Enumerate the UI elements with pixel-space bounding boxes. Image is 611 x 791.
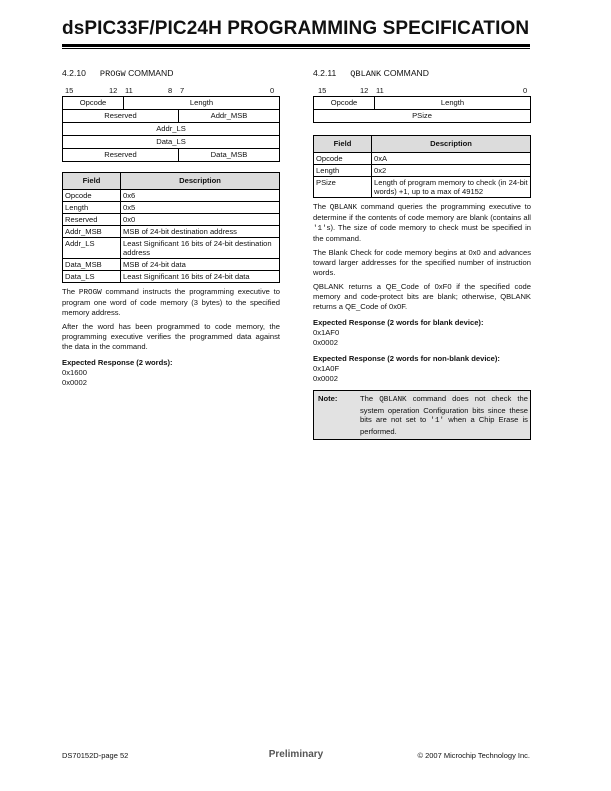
section-heading-qblank	[313, 68, 531, 79]
command-format-table	[62, 96, 280, 162]
field-description-table	[62, 172, 280, 283]
left-column	[62, 68, 280, 388]
copyright: © 2007 Microchip Technology Inc.	[417, 751, 530, 760]
bit-positions	[313, 86, 531, 96]
text: command instructs the programming executive to program one word of code memory (3 bytes) to the specified memory address.	[62, 287, 280, 317]
table-row	[314, 153, 531, 165]
description-cell: 0xA	[372, 153, 531, 165]
preliminary-label: Preliminary	[268, 749, 324, 760]
text: command does not check the system operation Configuration bits since these bits are not set to	[360, 394, 528, 425]
expected-response-nonblank-heading: Expected Response (2 words for non-blank device):	[313, 354, 500, 363]
header-rule	[62, 44, 530, 47]
bit-8: 8	[168, 86, 173, 95]
text: s). The size of code memory to check must be specified in the command.	[313, 223, 531, 243]
table-row	[314, 177, 531, 198]
field-cell: Addr_LS	[63, 238, 121, 259]
inline-command: QBLANK	[379, 396, 407, 404]
description-cell: 0x5	[121, 202, 280, 214]
field-cell: Length	[63, 202, 121, 214]
field-cell: Reserved	[63, 214, 121, 226]
format-reserved: Reserved	[63, 149, 179, 162]
field-header: Field	[63, 173, 121, 190]
description-cell: Least Significant 16 bits of 24-bit destination address	[121, 238, 280, 259]
section-command: QBLANK	[350, 69, 382, 79]
note-label: Note:	[318, 394, 338, 403]
format-opcode: Opcode	[314, 97, 375, 110]
inline-command: QBLANK	[329, 204, 358, 212]
expected-response-blank-heading: Expected Response (2 words for blank device):	[313, 318, 484, 327]
paragraph-blank-check: The Blank Check for code memory begins at 0x0 and advances toward larger addresses for the specified number of instruction words.	[313, 248, 531, 277]
field-cell: Length	[314, 165, 372, 177]
text: The	[62, 287, 79, 296]
field-cell: Data_MSB	[63, 259, 121, 271]
page-title: dsPIC33F/PIC24H PROGRAMMING SPECIFICATION	[62, 18, 530, 39]
bit-12: 12	[109, 86, 118, 95]
inline-value: '1'	[430, 417, 445, 426]
field-cell: Addr_MSB	[63, 226, 121, 238]
bit-0: 0	[270, 86, 275, 95]
bit-11: 11	[376, 86, 384, 95]
header-rule-thin	[62, 48, 530, 49]
response-word: 0x1A0F	[313, 364, 340, 373]
response-word: 0x1AF0	[313, 328, 340, 337]
note-text	[360, 394, 528, 436]
text: The	[313, 202, 330, 211]
format-data-ls: Data_LS	[63, 136, 280, 149]
table-row	[63, 226, 280, 238]
field-cell: PSize	[314, 177, 372, 198]
paragraph-progw-verify: After the word has been programmed to code memory, the programming executive verifies the programmed data against the data in the command.	[62, 322, 280, 351]
inline-value: '1'	[313, 225, 327, 233]
bit-7: 7	[180, 86, 185, 95]
table-row	[63, 259, 280, 271]
format-length: Length	[124, 97, 280, 110]
field-cell: Data_LS	[63, 271, 121, 283]
right-column	[313, 68, 531, 440]
paragraph-progw-intro	[62, 287, 280, 318]
paragraph-qblank-intro	[313, 202, 531, 244]
section-suffix: COMMAND	[383, 68, 429, 78]
section-command: PROGW	[99, 69, 126, 79]
text: The	[360, 394, 380, 403]
field-cell: Opcode	[314, 153, 372, 165]
table-row	[63, 202, 280, 214]
section-heading-progw	[62, 68, 280, 79]
section-number: 4.2.11	[313, 68, 337, 78]
table-row	[63, 271, 280, 283]
note-box	[313, 390, 531, 440]
description-header: Description	[372, 136, 531, 153]
text: when a Chip Erase is performed.	[360, 415, 528, 436]
table-row	[63, 214, 280, 226]
description-cell: MSB of 24-bit data	[121, 259, 280, 271]
description-cell: Least Significant 16 bits of 24-bit data	[121, 271, 280, 283]
response-word: 0x1600	[62, 368, 87, 377]
description-header: Description	[121, 173, 280, 190]
field-header: Field	[314, 136, 372, 153]
bit-12: 12	[360, 86, 369, 95]
table-row	[314, 165, 531, 177]
format-opcode: Opcode	[63, 97, 124, 110]
field-description-table	[313, 135, 531, 198]
response-word: 0x0002	[62, 378, 87, 387]
expected-response-heading: Expected Response (2 words):	[62, 358, 173, 367]
section-number: 4.2.10	[62, 68, 86, 78]
response-word: 0x0002	[313, 338, 338, 347]
field-cell: Opcode	[63, 190, 121, 202]
table-row	[63, 190, 280, 202]
format-psize: PSize	[314, 110, 531, 123]
bit-0: 0	[523, 86, 528, 95]
command-format-table	[313, 96, 531, 123]
inline-command: PROGW	[78, 289, 102, 297]
section-suffix: COMMAND	[128, 68, 174, 78]
format-data-msb: Data_MSB	[179, 149, 280, 162]
format-addr-msb: Addr_MSB	[179, 110, 280, 123]
bit-11: 11	[125, 86, 133, 95]
description-cell: MSB of 24-bit destination address	[121, 226, 280, 238]
response-word: 0x0002	[313, 374, 338, 383]
table-row	[63, 238, 280, 259]
bit-15: 15	[65, 86, 74, 95]
description-cell: 0x6	[121, 190, 280, 202]
format-length: Length	[375, 97, 531, 110]
format-addr-ls: Addr_LS	[63, 123, 280, 136]
bit-positions	[62, 86, 280, 96]
document-number: DS70152D-page 52	[62, 751, 129, 760]
description-cell: 0x2	[372, 165, 531, 177]
paragraph-qe-code: QBLANK returns a QE_Code of 0xF0 if the specified code memory and code-protect bits are blank; otherwise, QBLANK returns a QE_Code of 0x0F.	[313, 282, 531, 311]
bit-15: 15	[318, 86, 327, 95]
description-cell: 0x0	[121, 214, 280, 226]
description-cell: Length of program memory to check (in 24-bit words) +1, up to a max of 49152	[372, 177, 531, 198]
format-reserved: Reserved	[63, 110, 179, 123]
text: command queries the programming executive to determine if the contents of code memory are blank (contains all	[313, 202, 531, 222]
